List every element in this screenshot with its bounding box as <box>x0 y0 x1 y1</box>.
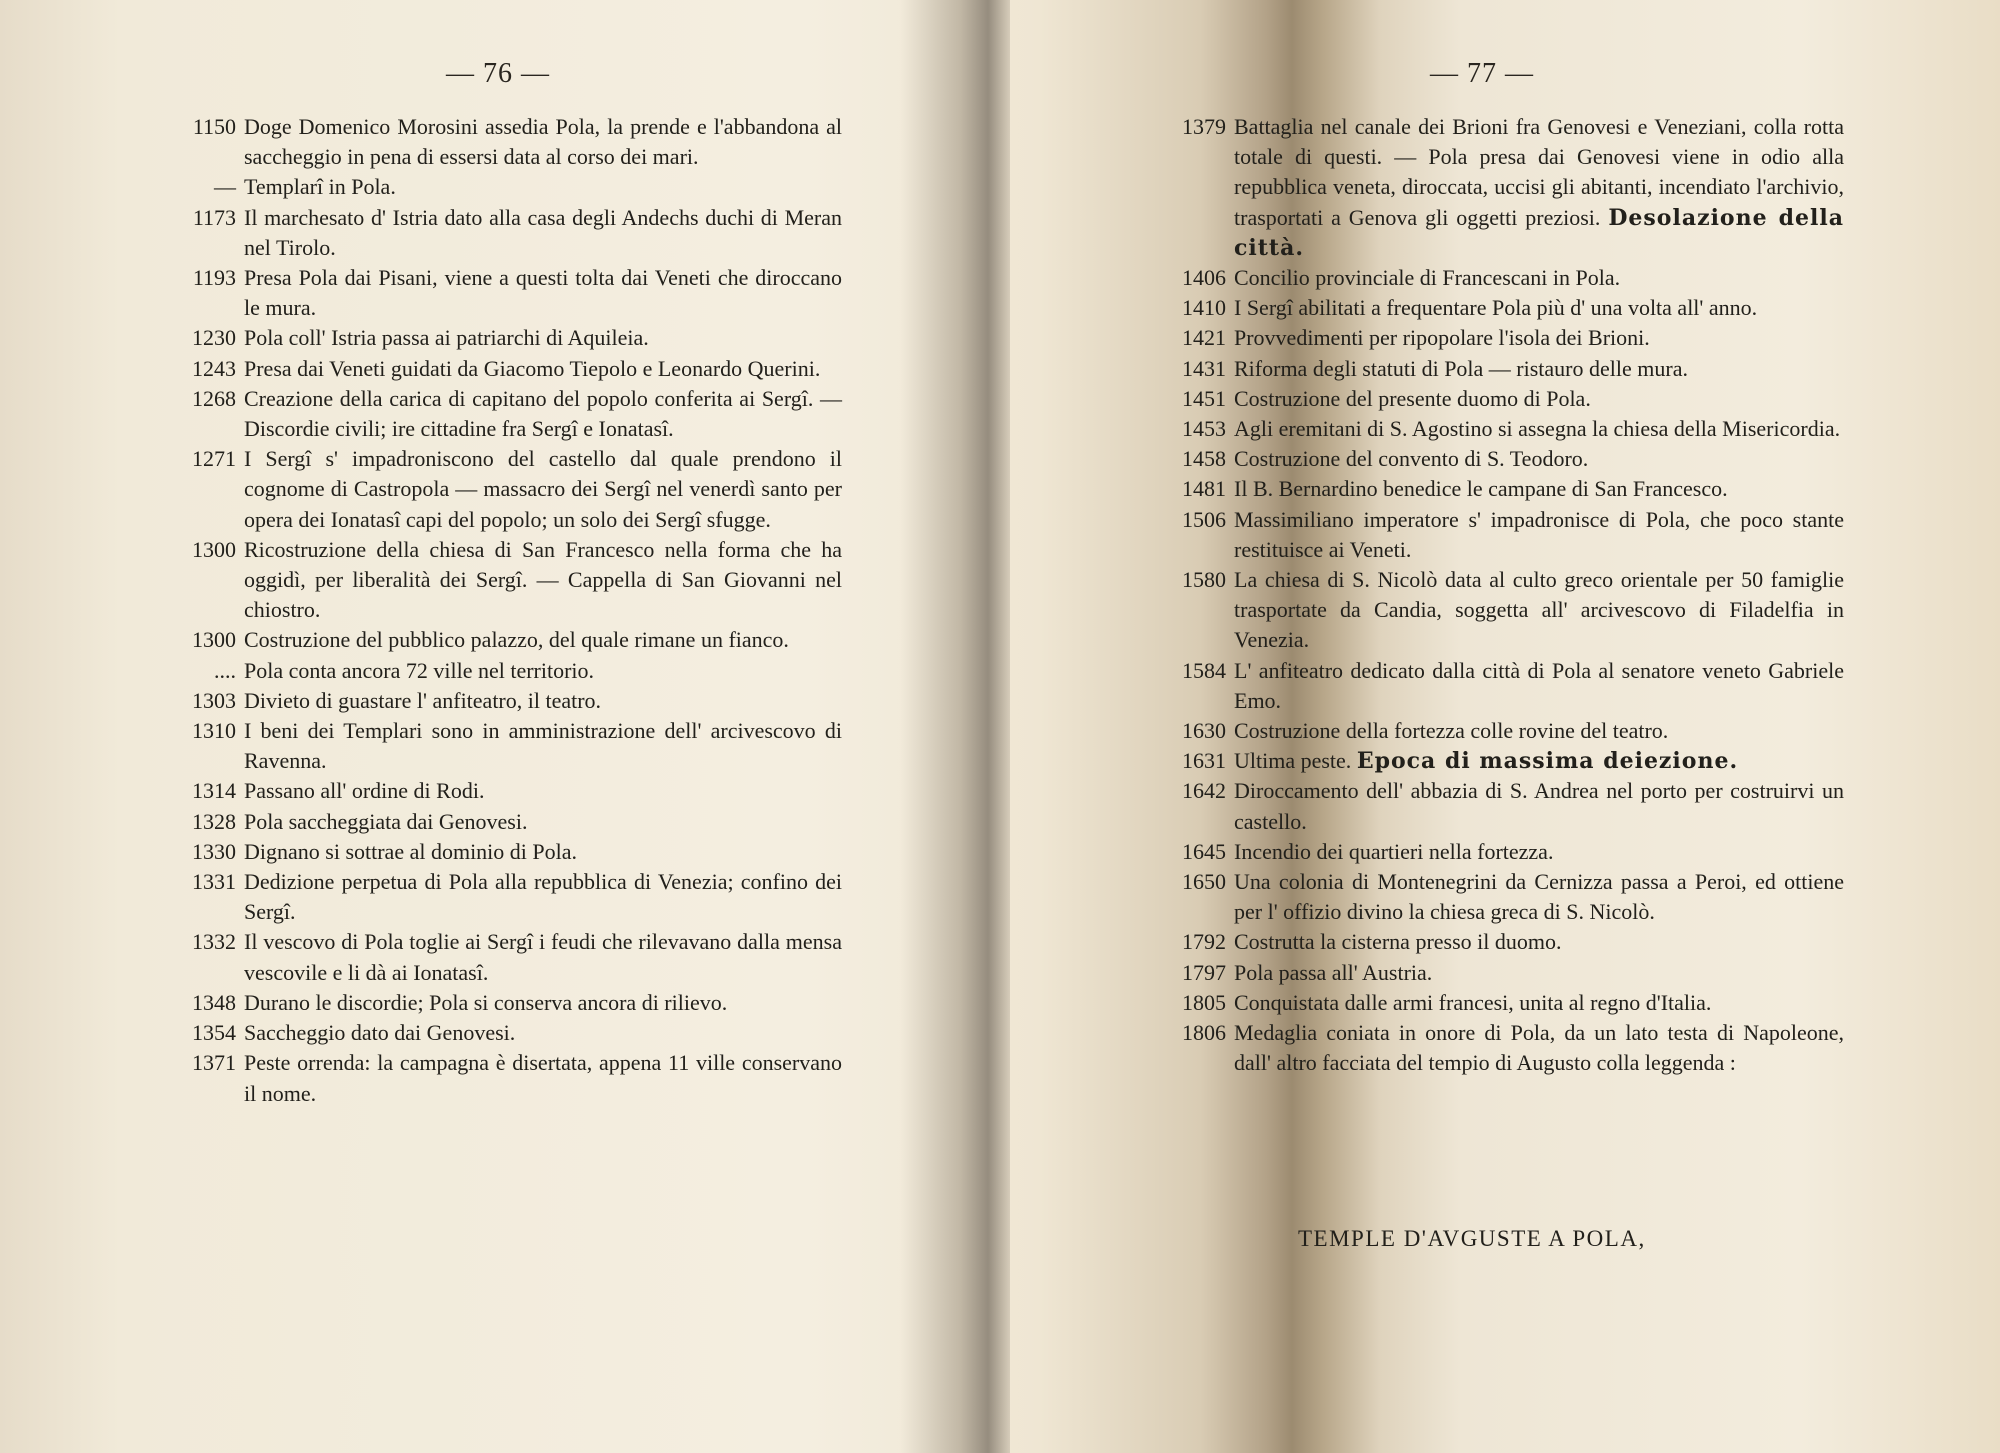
entry-text <box>244 927 842 987</box>
entry-text <box>244 535 842 626</box>
entry-text <box>244 1048 842 1108</box>
entry-body: Passano all' ordine di Rodi. <box>244 778 485 804</box>
entry-year: 1792 <box>1182 929 1226 955</box>
entry-year: 1410 <box>1182 295 1226 321</box>
entry-text <box>1234 837 1844 867</box>
entry-body: Saccheggio dato dai Genovesi. <box>244 1020 516 1046</box>
entry-text <box>244 263 842 323</box>
chronology-entry <box>1156 746 1844 776</box>
chronology-entry <box>1156 505 1844 565</box>
entry-body: Medaglia coniata in onore di Pola, da un lato testa di Napoleone, dall' altro facciata del tempio di Augusto colla leggenda : <box>1234 1020 1844 1076</box>
entry-body: Riforma degli statuti di Pola — ristauro delle mura. <box>1234 355 1688 381</box>
chronology-entry <box>1156 656 1844 716</box>
entry-body: Il vescovo di Pola toglie ai Sergî i feudi che rilevavano dalla mensa vescovile e li dà ai Ionatasî. <box>244 929 842 985</box>
entry-text <box>244 625 842 655</box>
chronology-entry <box>1156 323 1844 353</box>
entry-year: 1506 <box>1182 506 1226 532</box>
medal-legend: TEMPLE D'AVGUSTE A POLA, <box>1298 1226 1646 1251</box>
entry-body: Costruzione del convento di S. Teodoro. <box>1234 446 1589 472</box>
entry-body: Costruzione del presente duomo di Pola. <box>1234 385 1591 411</box>
entry-text <box>244 172 842 202</box>
chronology-entry <box>1156 927 1844 957</box>
chronology-entry <box>166 867 842 927</box>
entry-year: 1271 <box>192 446 236 472</box>
entry-text <box>244 837 842 867</box>
entry-year: 1150 <box>192 114 236 139</box>
entry-year: 1645 <box>1182 838 1226 864</box>
chronology-entry <box>166 1048 842 1108</box>
entry-text <box>244 323 842 353</box>
entry-text <box>1234 293 1844 323</box>
entry-text <box>244 656 842 686</box>
entry-body: Battaglia nel canale dei Brioni fra Genovesi e Veneziani, colla rotta totale di questi. — Pola presa dai Genovesi viene in odio alla repubblica veneta, diroccata, uccisi gli abitanti, incendiato l'archivio, trasportati a Genova gli oggetti preziosi. <box>1234 114 1844 230</box>
chronology-entry <box>166 686 842 716</box>
entry-year: 1328 <box>192 808 236 834</box>
chronology-entry <box>1156 988 1844 1018</box>
chronology-entry <box>166 837 842 867</box>
entry-year: 1431 <box>1182 355 1226 381</box>
chronology-entry <box>166 927 842 987</box>
entry-text <box>244 716 842 776</box>
chronology-entry <box>1156 414 1844 444</box>
entry-body: Incendio dei quartieri nella fortezza. <box>1234 838 1554 864</box>
entry-text <box>244 112 842 172</box>
entry-text <box>244 807 842 837</box>
entry-year: 1243 <box>192 355 236 381</box>
chronology-entry <box>1156 716 1844 746</box>
entry-text <box>244 384 842 444</box>
entry-year: 1230 <box>192 325 236 351</box>
entry-year: 1193 <box>192 265 236 291</box>
entry-year: 1797 <box>1182 959 1226 985</box>
entry-text <box>1234 776 1844 836</box>
entry-text <box>1234 927 1844 957</box>
chronology-entry <box>1156 776 1844 836</box>
entry-text <box>1234 716 1844 746</box>
chronology-entry <box>1156 354 1844 384</box>
entry-year: 1330 <box>192 838 236 864</box>
entry-text <box>1234 263 1844 293</box>
entry-text <box>1234 444 1844 474</box>
chronology-entry <box>166 172 842 202</box>
entry-text <box>244 1018 842 1048</box>
chronology-entry <box>1156 867 1844 927</box>
chronology-entry <box>166 354 842 384</box>
entry-year: 1453 <box>1182 416 1226 442</box>
chronology-entry <box>166 807 842 837</box>
entry-body: Durano le discordie; Pola si conserva ancora di rilievo. <box>244 989 728 1015</box>
chronology-entry <box>1156 958 1844 988</box>
chronology-entry <box>166 1018 842 1048</box>
entry-body: Costruzione del pubblico palazzo, del quale rimane un fianco. <box>244 627 789 653</box>
entry-text <box>244 686 842 716</box>
entry-year: 1584 <box>1182 657 1226 683</box>
entry-body: Provvedimenti per ripopolare l'isola dei Brioni. <box>1234 325 1650 351</box>
entry-year: 1406 <box>1182 265 1226 291</box>
entry-body: I Sergî abilitati a frequentare Pola più d' una volta all' anno. <box>1234 295 1758 321</box>
entry-body: Ultima peste. <box>1234 748 1352 774</box>
chronology-entry <box>166 776 842 806</box>
entry-body: Una colonia di Montenegrini da Cernizza passa a Peroi, ed ottiene per l' offizio divino la chiesa greca di S. Nicolò. <box>1234 869 1844 925</box>
entry-text <box>1234 656 1844 716</box>
chronology-entry <box>1156 263 1844 293</box>
entry-year: 1650 <box>1182 869 1226 895</box>
entry-year: 1310 <box>192 718 236 744</box>
entry-body: Pola coll' Istria passa ai patriarchi di Aquileia. <box>244 325 649 351</box>
entry-text <box>244 444 842 535</box>
entry-year: 1481 <box>1182 476 1226 502</box>
entry-emphasis: Epoca di massima deiezione. <box>1356 748 1739 775</box>
chronology-entry <box>166 716 842 776</box>
entry-body: Massimiliano imperatore s' impadronisce di Pola, che poco stante restituisce ai Veneti. <box>1234 506 1844 562</box>
entry-text <box>244 354 842 384</box>
entry-text <box>1234 1018 1844 1078</box>
chronology-entry <box>1156 112 1844 263</box>
chronology-entry <box>1156 444 1844 474</box>
chronology-entry <box>166 625 842 655</box>
entry-year: 1303 <box>192 687 236 713</box>
entry-text <box>244 988 842 1018</box>
entry-text <box>1234 958 1844 988</box>
entry-text <box>1234 746 1844 776</box>
entry-year: 1300 <box>192 627 236 653</box>
entry-text <box>1234 323 1844 353</box>
entry-year: 1300 <box>192 536 236 562</box>
chronology-entry <box>166 203 842 263</box>
entry-body: Dignano si sottrae al dominio di Pola. <box>244 838 578 864</box>
entry-year: — <box>214 174 236 200</box>
entry-text <box>1234 565 1844 656</box>
entry-year: .... <box>214 657 236 683</box>
entry-body: I Sergî s' impadroniscono del castello dal quale prendono il cognome di Castropola — massacro dei Sergî nel venerdì santo per opera dei Ionatasî capi del popolo; un solo dei Sergî sfugge. <box>244 446 842 532</box>
entry-text <box>244 867 842 927</box>
entry-text <box>1234 505 1844 565</box>
entry-year: 1805 <box>1182 989 1226 1015</box>
entry-body: La chiesa di S. Nicolò data al culto greco orientale per 50 famiglie trasportate da Candia, soggetta all' arcivescovo di Filadelfia in Venezia. <box>1234 567 1844 653</box>
entry-year: 1348 <box>192 989 236 1015</box>
entry-body: Agli eremitani di S. Agostino si assegna la chiesa della Misericordia. <box>1234 416 1841 442</box>
entry-text <box>244 776 842 806</box>
chronology-entry <box>166 384 842 444</box>
chronology-entry <box>1156 837 1844 867</box>
chronology-list-right <box>1156 112 1844 1079</box>
entry-year: 1630 <box>1182 718 1226 744</box>
entry-year: 1421 <box>1182 325 1226 351</box>
entry-year: 1173 <box>192 204 236 230</box>
chronology-entry <box>166 323 842 353</box>
entry-year: 1314 <box>192 778 236 804</box>
entry-year: 1631 <box>1182 748 1226 774</box>
entry-body: L' anfiteatro dedicato dalla città di Pola al senatore veneto Gabriele Emo. <box>1234 657 1844 713</box>
entry-year: 1451 <box>1182 385 1226 411</box>
chronology-entry <box>1156 384 1844 414</box>
chronology-entry <box>1156 565 1844 656</box>
entry-body: Conquistata dalle armi francesi, unita al regno d'Italia. <box>1234 989 1712 1015</box>
entry-year: 1458 <box>1182 446 1226 472</box>
entry-body: Peste orrenda: la campagna è disertata, appena 11 ville conservano il nome. <box>244 1050 842 1106</box>
chronology-entry <box>1156 474 1844 504</box>
entry-body: Doge Domenico Morosini assedia Pola, la prende e l'abbandona al saccheggio in pena di essersi data al corso dei mari. <box>244 114 842 170</box>
entry-text <box>1234 988 1844 1018</box>
chronology-entry <box>166 444 842 535</box>
chronology-entry <box>1156 1018 1844 1078</box>
chronology-list-left <box>166 112 842 1109</box>
entry-body: Il marchesato d' Istria dato alla casa degli Andechs duchi di Meran nel Tirolo. <box>244 204 842 260</box>
entry-emphasis: Desolazione della città. <box>1234 204 1845 261</box>
chronology-entry <box>166 112 842 172</box>
entry-year: 1331 <box>192 869 236 895</box>
chronology-entry <box>166 656 842 686</box>
entry-body: Concilio provinciale di Francescani in Pola. <box>1234 265 1621 291</box>
entry-body: Costrutta la cisterna presso il duomo. <box>1234 929 1562 955</box>
entry-text <box>244 203 842 263</box>
entry-body: Il B. Bernardino benedice le campane di San Francesco. <box>1234 476 1728 502</box>
entry-year: 1379 <box>1182 114 1226 139</box>
chronology-entry <box>166 263 842 323</box>
entry-text <box>1234 112 1844 263</box>
entry-year: 1642 <box>1182 778 1226 804</box>
entry-body: Templarî in Pola. <box>244 174 396 200</box>
entry-text <box>1234 474 1844 504</box>
entry-body: Creazione della carica di capitano del popolo conferita ai Sergî. — Discordie civili; ire cittadine fra Sergî e Ionatasî. <box>244 385 842 442</box>
chronology-entry <box>166 988 842 1018</box>
entry-body: Dedizione perpetua di Pola alla repubblica di Venezia; confino dei Sergî. <box>244 869 842 925</box>
entry-year: 1580 <box>1182 567 1226 593</box>
entry-body: I beni dei Templari sono in amministrazione dell' arcivescovo di Ravenna. <box>244 718 842 774</box>
entry-body: Divieto di guastare l' anfiteatro, il teatro. <box>244 687 602 713</box>
entry-body: Presa dai Veneti guidati da Giacomo Tiepolo e Leonardo Querini. <box>244 355 821 381</box>
entry-text <box>1234 384 1844 414</box>
entry-body: Pola passa all' Austria. <box>1234 959 1433 985</box>
entry-body: Presa Pola dai Pisani, viene a questi tolta dai Veneti che diroccano le mura. <box>244 265 842 321</box>
entry-body: Pola conta ancora 72 ville nel territorio. <box>244 657 595 683</box>
entry-text <box>1234 414 1844 444</box>
entry-body: Costruzione della fortezza colle rovine del teatro. <box>1234 718 1669 744</box>
entry-text <box>1234 354 1844 384</box>
right-page <box>1000 0 2000 1453</box>
entry-body: Diroccamento dell' abbazia di S. Andrea nel porto per costruirvi un castello. <box>1234 778 1844 834</box>
chronology-entry <box>1156 293 1844 323</box>
entry-body: Pola saccheggiata dai Genovesi. <box>244 808 528 834</box>
entry-year: 1354 <box>192 1020 236 1046</box>
entry-text <box>1234 867 1844 927</box>
entry-year: 1268 <box>192 385 236 411</box>
page-number-right: — 77 — <box>1430 58 1534 89</box>
page-number-left: — 76 — <box>446 58 550 89</box>
entry-year: 1371 <box>192 1050 236 1076</box>
entry-body: Ricostruzione della chiesa di San Francesco nella forma che ha oggidì, per liberalità dei Sergî. — Cappella di San Giovanni nel chiostro. <box>244 536 842 623</box>
chronology-entry <box>166 535 842 626</box>
entry-year: 1806 <box>1182 1020 1226 1046</box>
entry-year: 1332 <box>192 929 236 955</box>
